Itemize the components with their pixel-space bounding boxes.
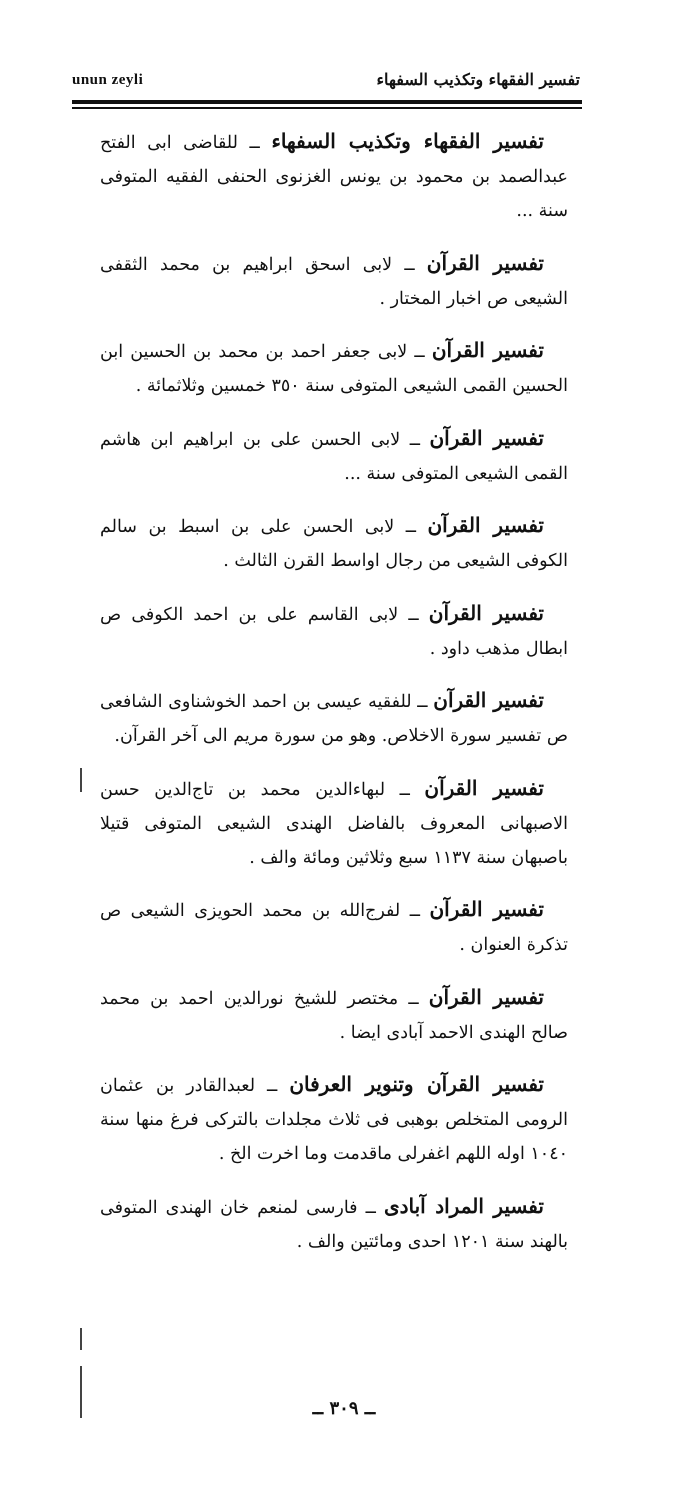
- entry-7: [100, 683, 568, 753]
- entry-3: [100, 333, 568, 403]
- entry-title: تفسير القرآن: [427, 513, 544, 537]
- entry-9: [100, 892, 568, 962]
- entry-title: تفسير القرآن: [431, 338, 544, 362]
- entry-title: تفسير القرآن: [433, 688, 544, 712]
- entry-body: ــ لفرج‌الله بن محمد الحويزى الشيعى ص تذكرة العنوان .: [100, 901, 568, 955]
- entry-body: ــ للفقيه عيسى بن احمد الخوشناوى الشافعى ص تفسير سورة الاخلاص. وهو من سورة مريم الى آخر القرآن.: [100, 692, 568, 746]
- entry-12: [100, 1189, 568, 1259]
- margin-mark: [80, 1328, 82, 1350]
- entry-body: ــ فارسى لمنعم خان الهندى المتوفى بالهند سنة ١٢٠١ احدى ومائتين والف .: [100, 1197, 568, 1252]
- entry-title: تفسير القرآن: [429, 425, 544, 450]
- entry-title: تفسير الفقهاء وتكذيب السفهاء: [271, 129, 544, 153]
- entry-10: [100, 980, 568, 1050]
- entry-body: ــ لابى الحسن على بن اسبط بن سالم الكوفى الشيعى من رجال اواسط القرن الثالث .: [100, 517, 568, 571]
- entry-body: ــ للقاضى ابى الفتح عبدالصمد بن محمود بن يونس الغزنوى الحنفى الفقيه المتوفى سنة ...: [100, 133, 568, 221]
- entry-title: تفسير القرآن: [424, 775, 544, 800]
- entry-body: ــ لبهاءالدين محمد بن تاج‌الدين حسن الاصبهانى المعروف بالفاضل الهندى الشيعى المتوفى قتيلا باصبهان سنة ١١٣٧ سبع وثلاثين ومائة والف .: [100, 779, 568, 868]
- entry-body: ــ لابى اسحق ابراهيم بن محمد الثقفى الشيعى ص اخبار المختار .: [100, 254, 568, 309]
- running-header: [72, 70, 580, 100]
- entry-8: [100, 771, 568, 875]
- entry-title: تفسير القرآن: [429, 897, 544, 921]
- entry-body: ــ لابى جعفر احمد بن محمد بن الحسين ابن الحسين القمى الشيعى المتوفى سنة ٣٥٠ خمسين وثلاثمائة .: [100, 342, 568, 396]
- entry-title: تفسير القرآن وتنوير العرفان: [289, 1072, 544, 1096]
- entry-body: ــ لعبدالقادر بن عثمان الرومى المتخلص بوهبى فى ثلاث مجلدات بالتركى فرغ منها سنة ١٠٤٠ اوله اللهم اغفرلى ماقدمت وما اخرت الخ .: [100, 1076, 568, 1164]
- entry-5: [100, 508, 568, 578]
- entry-6: [100, 596, 568, 666]
- header-rule-thin: [72, 107, 582, 109]
- entry-2: [100, 246, 568, 316]
- entry-1: [100, 124, 568, 228]
- entry-body: ــ مختصر للشيخ نورالدين احمد بن محمد صالح الهندى الاحمد آبادى ايضا .: [100, 988, 568, 1043]
- margin-mark: [80, 1366, 82, 1418]
- header-book-name: unun zeyli: [72, 72, 144, 88]
- header-rule-thick: [72, 100, 582, 104]
- entry-title: تفسير القرآن: [426, 250, 544, 275]
- entry-body: ــ لابى الحسن على بن ابراهيم ابن هاشم القمى الشيعى المتوفى سنة ...: [100, 429, 568, 484]
- entry-11: [100, 1067, 568, 1171]
- entry-body: ــ لابى القاسم على بن احمد الكوفى ص ابطال مذهب داود .: [100, 604, 568, 659]
- entries-list: [100, 124, 568, 1273]
- entry-4: [100, 421, 568, 491]
- header-entry-title: تفسير الفقهاء وتكذيب السفهاء: [376, 70, 580, 89]
- page-number: ــ ٣٠٩ ــ: [312, 1398, 376, 1419]
- entry-title: تفسير القرآن: [428, 600, 544, 625]
- entry-title: تفسير القرآن: [428, 984, 544, 1009]
- margin-mark: [80, 768, 82, 792]
- entry-title: تفسير المراد آبادى: [383, 1193, 544, 1218]
